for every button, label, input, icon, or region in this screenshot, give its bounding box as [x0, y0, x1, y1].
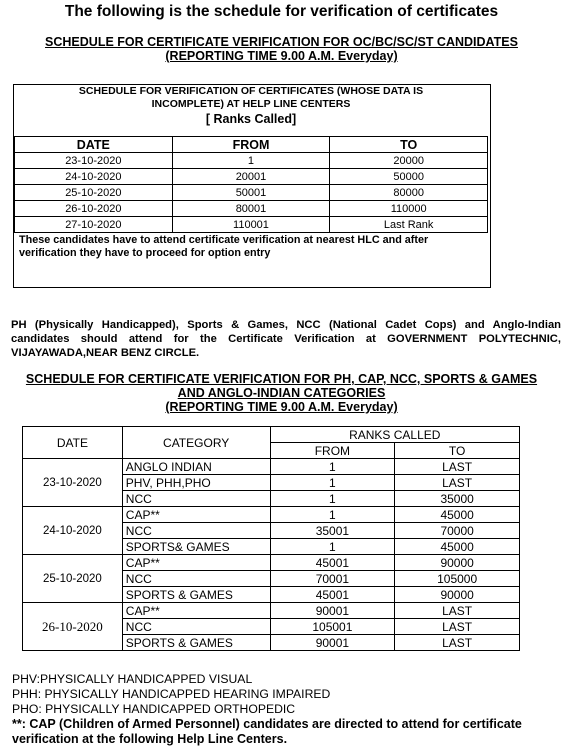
cell-to: LAST: [395, 619, 520, 635]
hlc-schedule-title: [14, 85, 488, 111]
cell-date: 23-10-2020: [15, 153, 173, 169]
cell-to: 110000: [330, 201, 488, 217]
cell-from: 1: [270, 507, 395, 523]
cell-from: 70001: [270, 571, 395, 587]
table-header-row: [23, 427, 520, 443]
section1-heading-line2: (REPORTING TIME 9.00 A.M. Everyday): [165, 49, 398, 63]
legend-phv: PHV:PHYSICALLY HANDICAPPED VISUAL: [12, 672, 253, 686]
cell-from: 1: [172, 153, 330, 169]
cell-category: NCC: [122, 523, 270, 539]
cell-category: SPORTS& GAMES: [122, 539, 270, 555]
cell-to: LAST: [395, 603, 520, 619]
cell-date: 26-10-2020: [15, 201, 173, 217]
cell-from: 1: [270, 475, 395, 491]
cell-from: 105001: [270, 619, 395, 635]
section1-heading-line1: SCHEDULE FOR CERTIFICATE VERIFICATION FOR OC/BC/SC/ST CANDIDATES: [45, 35, 518, 49]
cell-date: 26-10-2020: [23, 603, 123, 651]
header-from: FROM: [172, 137, 330, 153]
cell-from: 1: [270, 459, 395, 475]
cell-to: LAST: [395, 635, 520, 651]
cell-category: SPORTS & GAMES: [122, 635, 270, 651]
cell-to: 80000: [330, 185, 488, 201]
cell-category: CAP**: [122, 603, 270, 619]
cell-category: NCC: [122, 491, 270, 507]
header-to: TO: [330, 137, 488, 153]
cell-from: 35001: [270, 523, 395, 539]
section2-heading: [0, 372, 563, 414]
cell-category: PHV, PHH,PHO: [122, 475, 270, 491]
cell-to: 20000: [330, 153, 488, 169]
header-to: TO: [395, 443, 520, 459]
cell-to: Last Rank: [330, 217, 488, 233]
header-ranks-called: RANKS CALLED: [270, 427, 519, 443]
special-category-table: [22, 426, 520, 651]
hlc-schedule-table: [14, 136, 488, 233]
cell-to: 90000: [395, 555, 520, 571]
cell-to: LAST: [395, 459, 520, 475]
hlc-schedule-title-line2: INCOMPLETE) AT HELP LINE CENTERS: [151, 98, 351, 110]
cell-from: 50001: [172, 185, 330, 201]
header-category: CATEGORY: [122, 427, 270, 459]
cap-note: **: CAP (Children of Armed Personnel) candidates are directed to attend for certificate verification at the following Help Line Centers.: [12, 717, 522, 746]
cell-to: 45000: [395, 507, 520, 523]
table-row: [23, 603, 520, 619]
cell-date: 24-10-2020: [23, 507, 123, 555]
page-title: The following is the schedule for verification of certificates: [64, 3, 499, 20]
cell-category: NCC: [122, 571, 270, 587]
cell-category: CAP**: [122, 555, 270, 571]
legend-phh: PHH: PHYSICALLY HANDICAPPED HEARING IMPAIRED: [12, 687, 331, 701]
cell-to: 35000: [395, 491, 520, 507]
cell-from: 1: [270, 539, 395, 555]
ranks-called-label: [ Ranks Called]: [205, 112, 297, 126]
cell-from: 90001: [270, 635, 395, 651]
table-row: [23, 555, 520, 571]
cell-date: 25-10-2020: [23, 555, 123, 603]
header-date: DATE: [15, 137, 173, 153]
cell-date: 25-10-2020: [15, 185, 173, 201]
cell-date: 23-10-2020: [23, 459, 123, 507]
ph-instructions: PH (Physically Handicapped), Sports & Games, NCC (National Cadet Cops) and Anglo-Indian candidates should attend for the Certificate Verification at GOVERNMENT POLYTECHNIC, VIJAYAWADA,NEAR BENZ CIRCLE.: [11, 319, 561, 359]
table-row: [23, 459, 520, 475]
section1-heading: [0, 35, 563, 63]
header-date: DATE: [23, 427, 123, 459]
hlc-schedule-title-line1: SCHEDULE FOR VERIFICATION OF CERTIFICATES (WHOSE DATA IS: [78, 85, 424, 97]
cell-to: LAST: [395, 475, 520, 491]
cell-to: 90000: [395, 587, 520, 603]
table-row: [15, 217, 488, 233]
table-row: [15, 201, 488, 217]
cell-from: 1: [270, 491, 395, 507]
cell-from: 80001: [172, 201, 330, 217]
table-row: [23, 507, 520, 523]
cell-to: 105000: [395, 571, 520, 587]
cell-from: 90001: [270, 603, 395, 619]
cell-from: 45001: [270, 555, 395, 571]
abbreviation-legend: [12, 672, 562, 747]
cell-from: 110001: [172, 217, 330, 233]
section2-heading-line1: SCHEDULE FOR CERTIFICATE VERIFICATION FOR PH, CAP, NCC, SPORTS & GAMES: [25, 372, 538, 386]
table-row: [15, 169, 488, 185]
cell-category: SPORTS & GAMES: [122, 587, 270, 603]
legend-pho: PHO: PHYSICALLY HANDICAPPED ORTHOPEDIC: [12, 702, 296, 716]
section2-heading-line2: AND ANGLO-INDIAN CATEGORIES: [177, 386, 386, 400]
cell-date: 24-10-2020: [15, 169, 173, 185]
cell-category: ANGLO INDIAN: [122, 459, 270, 475]
cell-from: 20001: [172, 169, 330, 185]
table-row: [15, 153, 488, 169]
section2-heading-line3: (REPORTING TIME 9.00 A.M. Everyday): [165, 400, 398, 414]
cell-to: 70000: [395, 523, 520, 539]
cell-to: 45000: [395, 539, 520, 555]
cell-category: CAP**: [122, 507, 270, 523]
cell-category: NCC: [122, 619, 270, 635]
table-row: [15, 185, 488, 201]
hlc-note: These candidates have to attend certificate verification at nearest HLC and after verification they have to proceed for option entry: [19, 234, 429, 259]
table-header-row: [15, 137, 488, 153]
cell-from: 45001: [270, 587, 395, 603]
cell-date: 27-10-2020: [15, 217, 173, 233]
header-from: FROM: [270, 443, 395, 459]
cell-to: 50000: [330, 169, 488, 185]
